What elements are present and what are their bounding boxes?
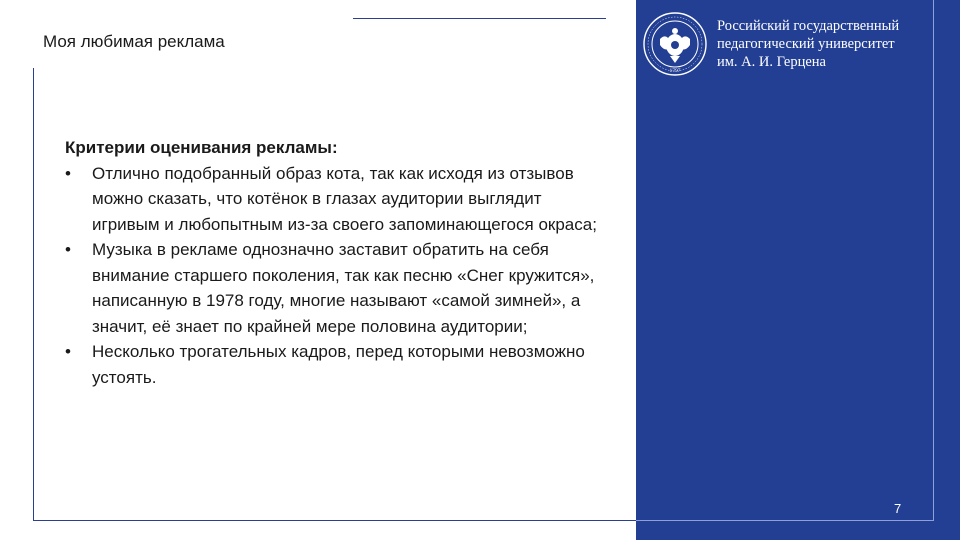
university-name-line: им. А. И. Герцена: [717, 54, 826, 70]
university-name: [717, 17, 927, 71]
university-name-line: педагогический университет: [717, 36, 895, 52]
criteria-item: • Несколько трогательных кадров, перед которыми невозможно устоять.: [65, 339, 605, 390]
criteria-heading: Критерии оценивания рекламы:: [65, 138, 338, 157]
criteria-item: • Отлично подобранный образ кота, так как исходя из отзывов можно сказать, что котёнок в глазах аудитории выглядит игривым и любопытным из-за своего запоминающегося окраса;: [65, 161, 605, 238]
content-block: [65, 135, 605, 390]
top-divider: [353, 18, 606, 19]
brand-panel: [636, 0, 960, 540]
slide-title: Моя любимая реклама: [43, 32, 225, 51]
criteria-list: [65, 161, 605, 391]
criteria-item: • Музыка в рекламе однозначно заставит обратить на себя внимание старшего поколения, так как песню «Снег кружится», написанную в 1978 году, многие называют «самой зимней», а значит, её знает по крайней мере половина аудитории;: [65, 237, 605, 339]
panel-frame-bottom: [636, 520, 934, 521]
frame-left-line: [33, 68, 34, 520]
panel-frame-right: [933, 0, 934, 521]
svg-text:1797: 1797: [669, 68, 681, 74]
university-seal-icon: [642, 11, 708, 77]
university-name-line: Российский государственный: [717, 18, 900, 34]
frame-bottom-line: [33, 520, 636, 521]
page-number: 7: [894, 501, 902, 516]
